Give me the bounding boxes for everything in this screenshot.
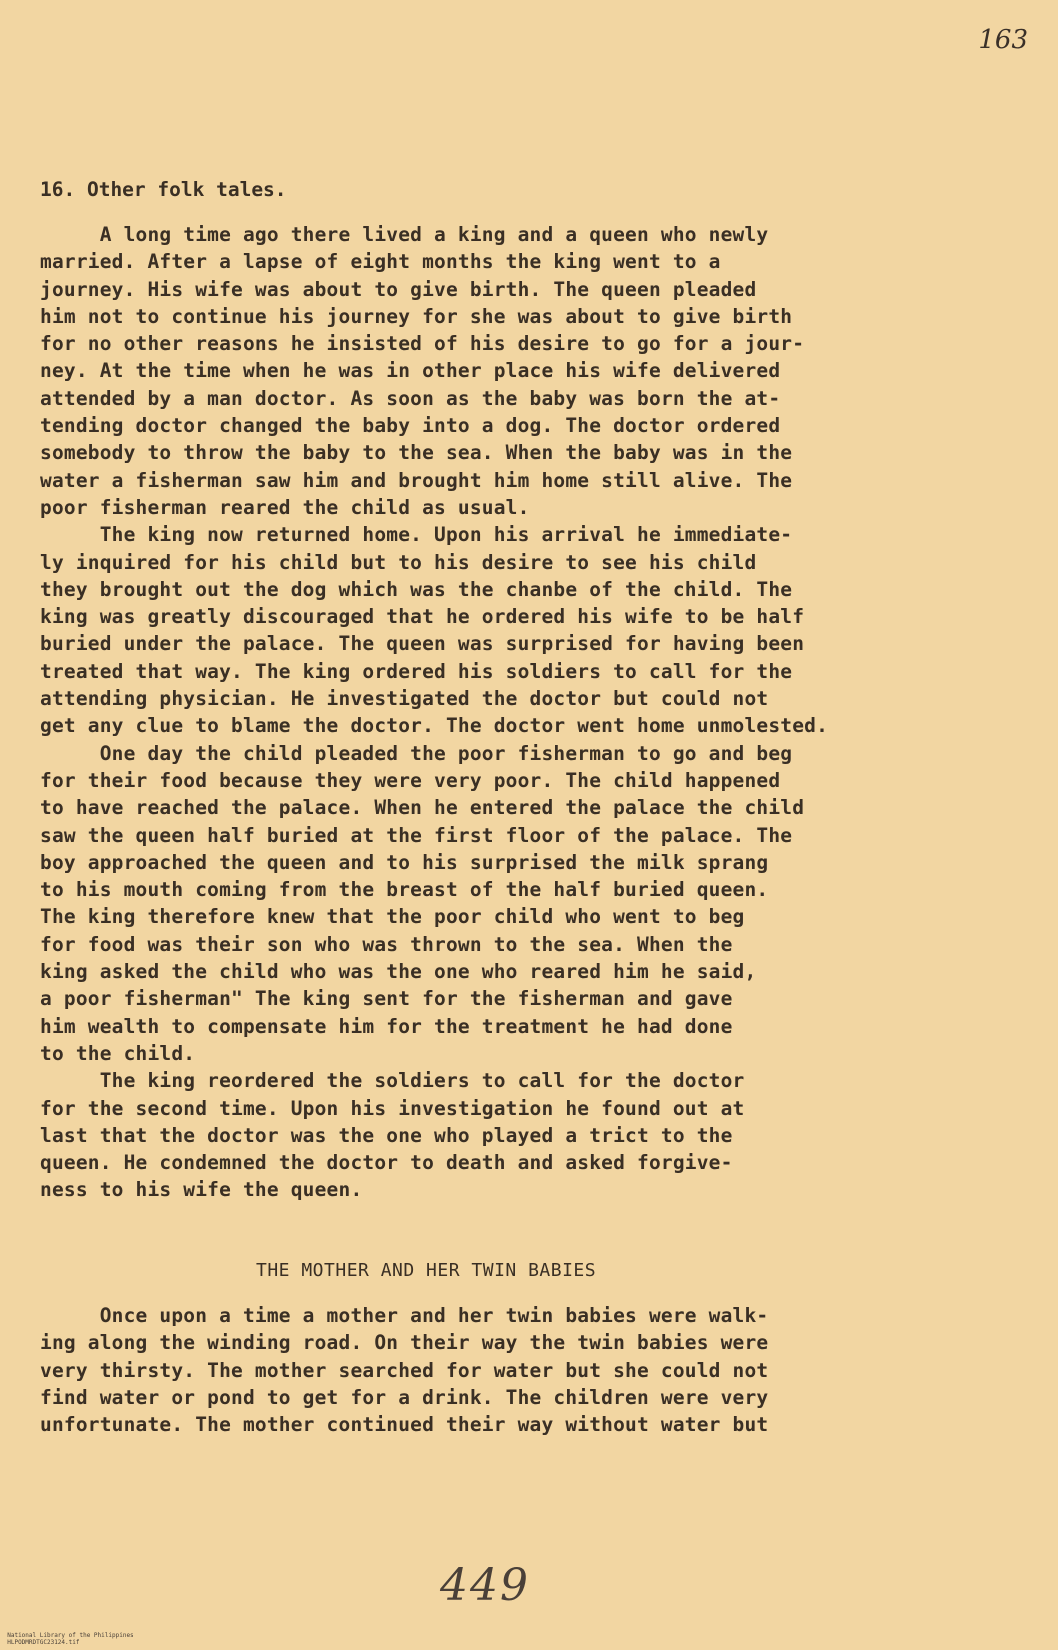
page-number: 163 <box>978 25 1028 55</box>
text-line: for food was their son who was thrown to the sea. When the <box>40 932 733 956</box>
text-line: they brought out the dog which was the chanbe of the child. The <box>40 577 793 601</box>
footer-file: HLPODMRDTGC23124.tif <box>7 1639 80 1646</box>
text-line: married. After a lapse of eight months the king went to a <box>40 250 721 274</box>
footer-library: National Library of the Philippines <box>7 1632 134 1639</box>
text-line: for no other reasons he insisted of his desire to go for a jour- <box>40 332 805 356</box>
text-line: to his mouth coming from the breast of the half buried queen. <box>40 878 769 902</box>
text-line: treated that way. The king ordered his soldiers to call for the <box>40 659 793 683</box>
text-line: The king therefore knew that the poor child who went to beg <box>40 905 745 929</box>
text-line: to have reached the palace. When he entered the palace the child <box>40 796 805 820</box>
text-line: attended by a man doctor. As soon as the baby was born the at- <box>40 386 781 410</box>
text-line: tending doctor changed the baby into a dog. The doctor ordered <box>40 414 781 438</box>
text-line: unfortunate. The mother continued their way without water but <box>40 1413 769 1437</box>
text-line: queen. He condemned the doctor to death and asked forgive- <box>40 1151 733 1175</box>
text-line: ly inquired for his child but to his desire to see his child <box>40 550 757 574</box>
text-line: for the second time. Upon his investigation he found out at <box>40 1096 745 1120</box>
text-line: attending physician. He investigated the doctor but could not <box>40 687 769 711</box>
text-line: find water or pond to get for a drink. The children were very <box>40 1385 769 1409</box>
text-line: A long time ago there lived a king and a queen who newly <box>40 223 769 246</box>
text-line: The king reordered the soldiers to call for the doctor <box>40 1069 745 1093</box>
text-line: king asked the child who was the one who reared him he said, <box>40 960 757 984</box>
text-line: him wealth to compensate him for the treatment he had done <box>40 1014 733 1038</box>
text-line: buried under the palace. The queen was surprised for having been <box>40 632 805 656</box>
story-title: THE MOTHER AND HER TWIN BABIES <box>256 1260 597 1281</box>
text-line: get any clue to blame the doctor. The doctor went home unmolested. <box>40 714 829 738</box>
text-line: ing along the winding road. On their way the twin babies were <box>40 1331 769 1355</box>
text-line: journey. His wife was about to give birth. The queen pleaded <box>40 277 757 301</box>
text-line: a poor fisherman" The king sent for the fisherman and gave <box>40 987 733 1011</box>
text-line: saw the queen half buried at the first floor of the palace. The <box>40 823 793 847</box>
tale2-body <box>40 1302 1000 1438</box>
text-line: for their food because they were very poor. The child happened <box>40 768 781 792</box>
text-line: The king now returned home. Upon his arrival he immediate- <box>40 523 793 547</box>
text-line: somebody to throw the baby to the sea. When the baby was in the <box>40 441 793 465</box>
text-line: ness to his wife the queen. <box>40 1178 363 1202</box>
text-line: very thirsty. The mother searched for water but she could not <box>40 1358 769 1382</box>
text-line: Once upon a time a mother and her twin babies were walk- <box>40 1304 769 1327</box>
text-line: king was greatly discouraged that he ordered his wife to be half <box>40 605 805 629</box>
text-line: poor fisherman reared the child as usual. <box>40 495 530 519</box>
text-line: ney. At the time when he was in other place his wife delivered <box>40 359 781 383</box>
text-line: water a fisherman saw him and brought him home still alive. The <box>40 468 793 492</box>
handwritten-number: 449 <box>440 1560 530 1611</box>
section-heading: 16. Other folk tales. <box>40 178 287 201</box>
footer-line <box>0 1625 174 1646</box>
text-line: to the child. <box>40 1041 196 1065</box>
tale1-body <box>40 221 1000 1204</box>
text-line: last that the doctor was the one who played a trict to the <box>40 1123 733 1147</box>
text-line: him not to continue his journey for she was about to give birth <box>40 304 793 328</box>
text-line: One day the child pleaded the poor fisherman to go and beg <box>40 741 793 765</box>
text-line: boy approached the queen and to his surprised the milk sprang <box>40 850 769 874</box>
